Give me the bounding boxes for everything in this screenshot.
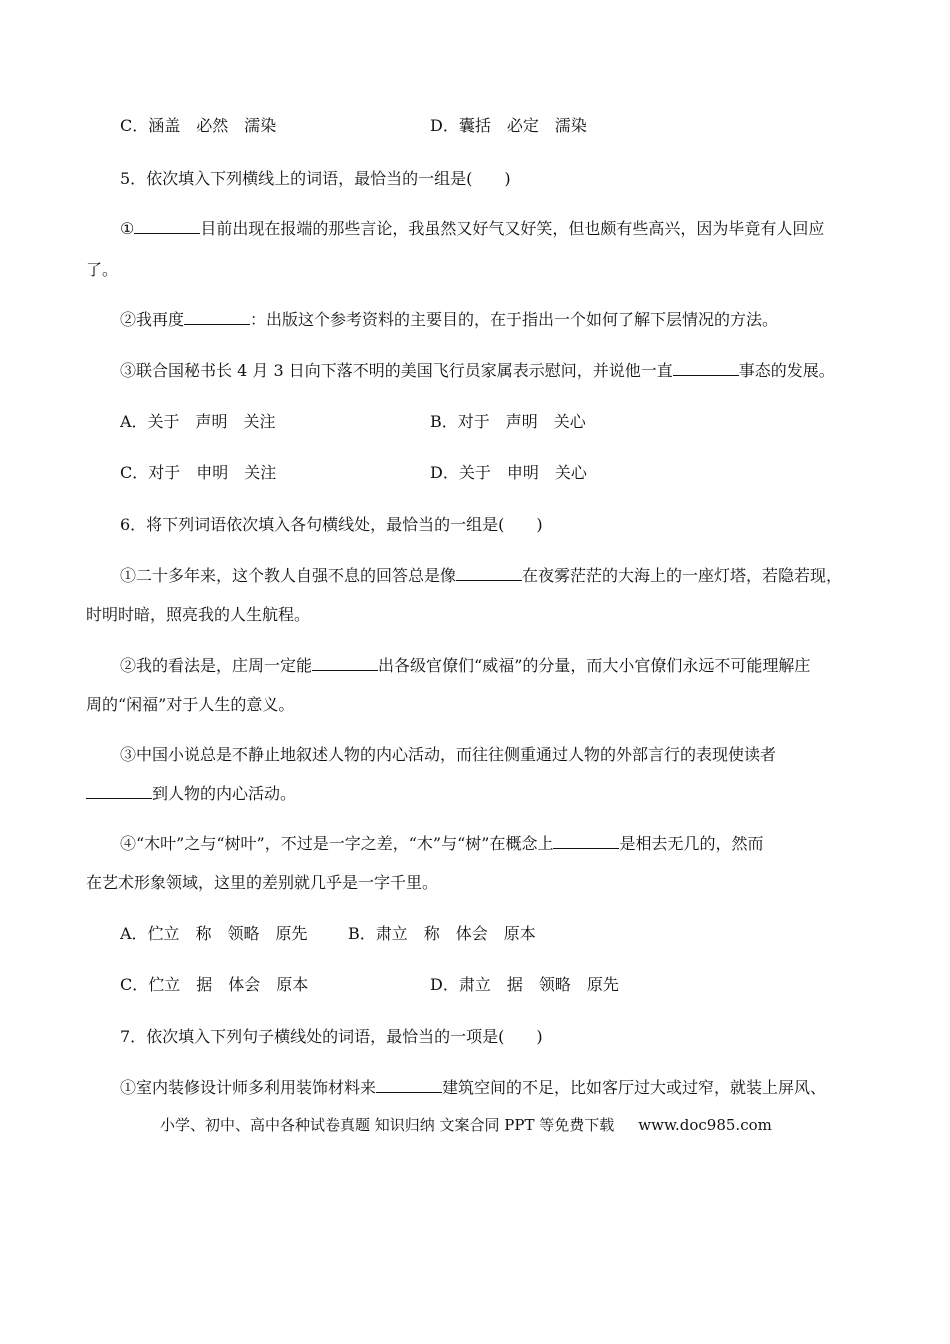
- q6-sentence-1-cont: 时明时暗，照亮我的人生航程。: [86, 605, 311, 624]
- q6-option-b: B．肃立 称 体会 原本: [348, 924, 536, 943]
- fill-blank: [456, 565, 522, 581]
- q5-s2-pre: ②我再度: [120, 310, 185, 329]
- q5-s3-post: 事态的发展。: [738, 361, 835, 380]
- q6-s1-post: 在夜雾茫茫的大海上的一座灯塔，若隐若现，: [522, 566, 843, 585]
- fill-blank: [184, 309, 250, 325]
- q6-sentence-2: [120, 655, 810, 677]
- q6-s3-post: 到人物的内心活动。: [152, 784, 297, 803]
- q5-s1-pre: ①: [120, 219, 135, 238]
- q5-s2-post: ：出版这个参考资料的主要目的，在于指出一个如何了解下层情况的方法。: [250, 310, 779, 329]
- q6-stem: 6．将下列词语依次填入各句横线处，最恰当的一组是( ): [120, 515, 543, 534]
- q5-option-d: D．关于 申明 关心: [430, 463, 587, 482]
- q6-sentence-4-cont: 在艺术形象领域，这里的差别就几乎是一字千里。: [86, 873, 439, 892]
- q6-sentence-3-cont: [86, 783, 296, 805]
- q5-sentence-1-cont: 了。: [86, 260, 119, 279]
- q7-s1-post: 建筑空间的不足，比如客厅过大或过窄，就装上屏风、: [442, 1078, 827, 1097]
- q6-sentence-2-cont: 周的“闲福”对于人生的意义。: [86, 695, 295, 714]
- q5-sentence-3: [120, 360, 835, 382]
- q5-s1-post: 目前出现在报端的那些言论，我虽然又好气又好笑，但也颇有些高兴，因为毕竟有人回应: [200, 219, 825, 238]
- q4-option-d: D．囊括 必定 濡染: [430, 116, 587, 135]
- fill-blank: [86, 783, 152, 799]
- q7-stem: 7．依次填入下列句子横线处的词语，最恰当的一项是( ): [120, 1027, 543, 1046]
- q6-s1-pre: ①二十多年来，这个教人自强不息的回答总是像: [120, 566, 457, 585]
- q6-option-d: D．肃立 据 领略 原先: [430, 975, 619, 994]
- footer-url[interactable]: www.doc985.com: [638, 1116, 772, 1134]
- q6-s2-pre: ②我的看法是，庄周一定能: [120, 656, 313, 675]
- q4-option-c: C．涵盖 必然 濡染: [120, 116, 277, 135]
- q5-option-b: B．对于 声明 关心: [430, 412, 586, 431]
- fill-blank: [673, 360, 739, 376]
- page-footer: [160, 1114, 772, 1135]
- footer-text: 小学、初中、高中各种试卷真题 知识归纳 文案合同 PPT 等免费下载: [160, 1116, 615, 1134]
- fill-blank: [312, 655, 378, 671]
- q7-s1-pre: ①室内装修设计师多利用装饰材料来: [120, 1078, 377, 1097]
- q6-sentence-3: ③中国小说总是不静止地叙述人物的内心活动，而往往侧重通过人物的外部言行的表现使读者: [120, 745, 777, 764]
- q5-sentence-2: [120, 309, 778, 331]
- q5-option-a: A．关于 声明 关注: [120, 412, 276, 431]
- q6-option-a: A．伫立 称 领略 原先: [120, 924, 308, 943]
- q7-sentence-1: [120, 1077, 826, 1099]
- q6-option-c: C．伫立 据 体会 原本: [120, 975, 309, 994]
- fill-blank: [134, 218, 200, 234]
- q6-s4-pre: ④“木叶”之与“树叶”，不过是一字之差，“木”与“树”在概念上: [120, 834, 554, 853]
- q5-option-c: C．对于 申明 关注: [120, 463, 277, 482]
- q6-s2-post: 出各级官僚们“威福”的分量，而大小官僚们永远不可能理解庄: [378, 656, 811, 675]
- q6-sentence-4: [120, 833, 763, 855]
- q5-s3-pre: ③联合国秘书长 4 月 3 日向下落不明的美国飞行员家属表示慰问，并说他一直: [120, 361, 673, 380]
- q6-s4-post: 是相去无几的，然而: [619, 834, 764, 853]
- q5-sentence-1: [120, 218, 824, 240]
- q5-stem: 5．依次填入下列横线上的词语，最恰当的一组是( ): [120, 169, 511, 188]
- fill-blank: [553, 833, 619, 849]
- fill-blank: [376, 1077, 442, 1093]
- q6-sentence-1: [120, 565, 842, 587]
